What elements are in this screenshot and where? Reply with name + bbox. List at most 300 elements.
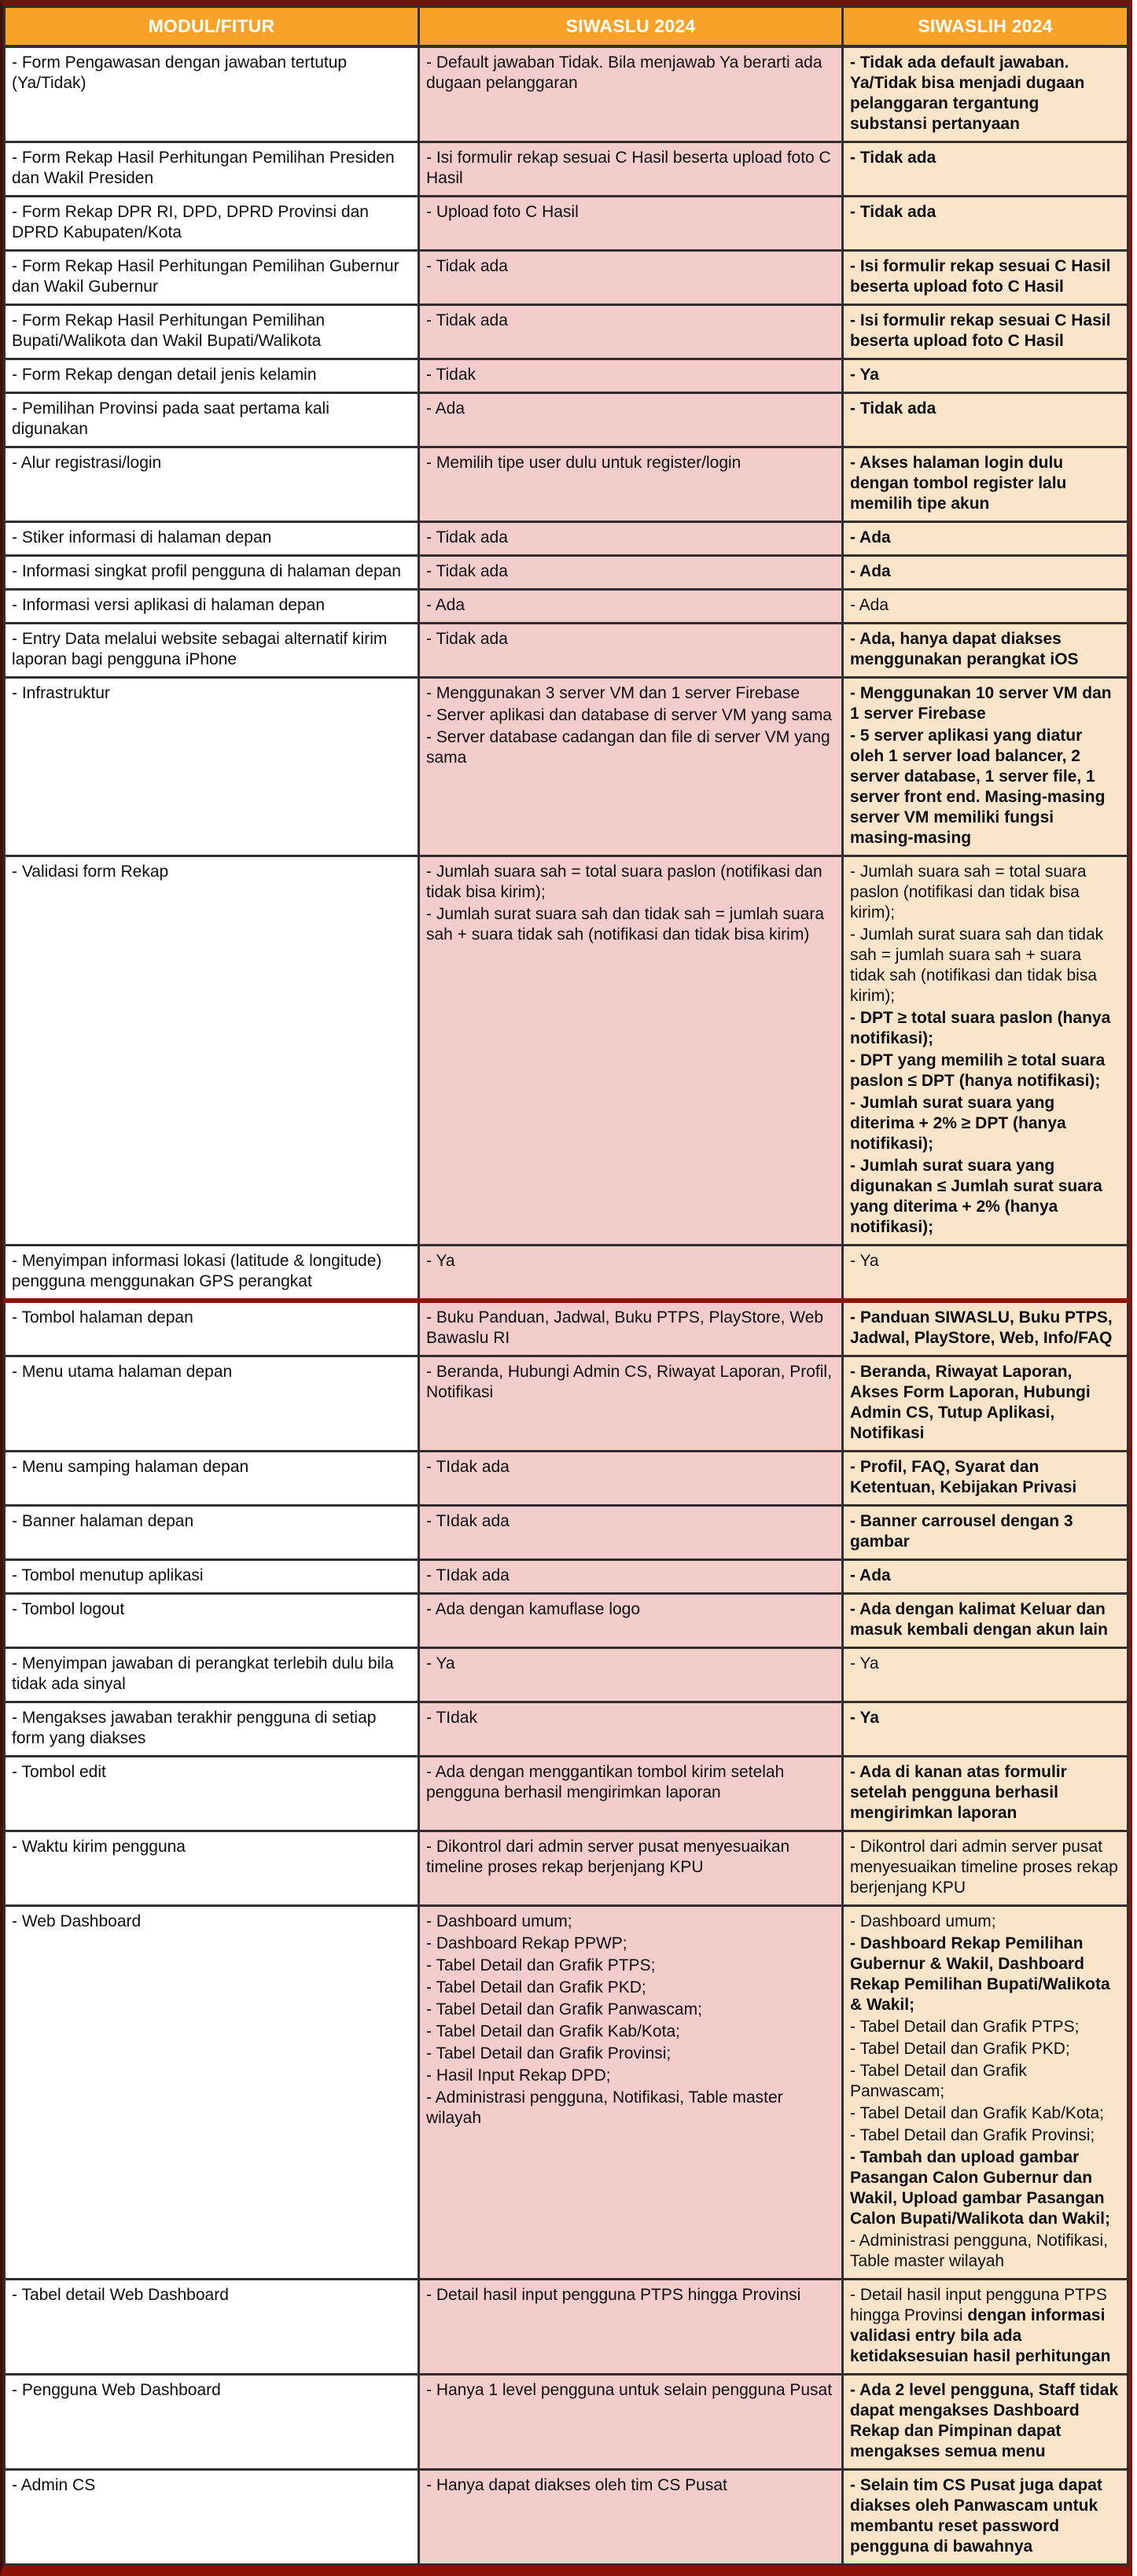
- cell-modul: [5, 251, 419, 305]
- cell-text: - Dashboard umum;: [426, 1912, 572, 1930]
- cell-paragraph: [426, 1934, 833, 1954]
- cell-paragraph: [850, 862, 1119, 923]
- cell-paragraph: [12, 1708, 410, 1749]
- cell-siwaslu: [419, 856, 843, 1246]
- cell-paragraph: [426, 528, 833, 548]
- cell-text: - Jumlah suara sah = total suara paslon (notifikasi dan tidak bisa kirim);: [850, 863, 1087, 922]
- cell-siwaslih: [843, 1648, 1128, 1702]
- cell-modul: [5, 197, 419, 251]
- cell-text: - Ada: [850, 528, 891, 546]
- cell-paragraph: [850, 453, 1119, 514]
- cell-paragraph: [12, 399, 410, 440]
- cell-paragraph: [850, 365, 1119, 385]
- cell-text: - Menyimpan informasi lokasi (latitude & longitude) pengguna menggunakan GPS perangkat: [12, 1252, 382, 1290]
- cell-paragraph: [426, 862, 833, 903]
- cell-text: - Isi formulir rekap sesuai C Hasil beserta upload foto C Hasil: [850, 311, 1111, 350]
- cell-paragraph: [12, 1762, 410, 1783]
- cell-modul: [5, 1356, 419, 1452]
- table-row: [5, 678, 1128, 856]
- cell-siwaslu: [419, 556, 843, 590]
- cell-text: - Ada, hanya dapat diakses menggunakan perangkat iOS: [850, 630, 1079, 668]
- cell-siwaslu: [419, 1831, 843, 1906]
- cell-text: - Banner carrousel dengan 3 gambar: [850, 1512, 1073, 1551]
- cell-text: - Tabel Detail dan Grafik PKD;: [850, 2040, 1070, 2058]
- cell-paragraph: [426, 453, 833, 473]
- cell-siwaslih: [843, 1452, 1128, 1506]
- cell-paragraph: [850, 1156, 1119, 1238]
- cell-paragraph: [850, 1762, 1119, 1823]
- table-row: [5, 522, 1128, 556]
- cell-text: - Jumlah surat suara sah dan tidak sah = jumlah suara sah + suara tidak sah (notifikasi dan tidak bisa kirim): [426, 905, 825, 944]
- cell-siwaslu: [419, 2280, 843, 2375]
- cell-text: - Profil, FAQ, Syarat dan Ketentuan, Kebijakan Privasi: [850, 1458, 1077, 1496]
- cell-siwaslu: [419, 1560, 843, 1594]
- table-row: [5, 2280, 1128, 2375]
- cell-modul: [5, 678, 419, 856]
- cell-siwaslu: [419, 359, 843, 393]
- cell-siwaslih: [843, 1757, 1128, 1831]
- cell-paragraph: [850, 2380, 1119, 2462]
- cell-modul: [5, 1452, 419, 1506]
- cell-paragraph: [426, 1566, 833, 1586]
- cell-modul: [5, 359, 419, 393]
- cell-modul: [5, 1906, 419, 2280]
- cell-text: - Ya: [850, 1654, 879, 1673]
- cell-paragraph: [12, 528, 410, 548]
- cell-paragraph: [426, 202, 833, 223]
- cell-siwaslih: [843, 197, 1128, 251]
- cell-paragraph: [426, 595, 833, 616]
- cell-text: - Isi formulir rekap sesuai C Hasil beserta upload foto C Hasil: [850, 257, 1111, 296]
- cell-text: - Mengakses jawaban terakhir pengguna di setiap form yang diakses: [12, 1709, 377, 1747]
- table-row: [5, 2470, 1128, 2565]
- cell-text: - Tombol menutup aplikasi: [12, 1566, 204, 1584]
- cell-paragraph: [12, 2475, 410, 2496]
- table-row: [5, 1452, 1128, 1506]
- cell-siwaslu: [419, 251, 843, 305]
- cell-paragraph: [426, 1251, 833, 1271]
- cell-text: - Tidak ada: [850, 399, 936, 418]
- column-header-siwaslu-2024: SIWASLU 2024: [419, 7, 843, 47]
- cell-paragraph: [12, 202, 410, 243]
- cell-paragraph: [426, 1708, 833, 1728]
- cell-paragraph: [426, 629, 833, 650]
- cell-siwaslih: [843, 359, 1128, 393]
- cell-text: - Tabel Detail dan Grafik Panwascam;: [426, 2000, 702, 2018]
- cell-text: - Tidak ada: [426, 528, 508, 546]
- cell-modul: [5, 1757, 419, 1831]
- cell-siwaslih: [843, 46, 1128, 142]
- cell-text: - Tabel Detail dan Grafik Provinsi;: [426, 2044, 672, 2063]
- cell-paragraph: [12, 1362, 410, 1382]
- table-row: [5, 1648, 1128, 1702]
- cell-paragraph: [12, 595, 410, 616]
- cell-paragraph: [426, 365, 833, 385]
- cell-text: - Menu samping halaman depan: [12, 1458, 249, 1476]
- cell-text: - Dashboard umum;: [850, 1912, 996, 1930]
- cell-paragraph: [850, 1912, 1119, 1932]
- cell-text: - Tambah dan upload gambar Pasangan Calon Gubernur dan Wakil, Upload gambar Pasangan Calon Bupati/Walikota dan Wakil;: [850, 2148, 1110, 2228]
- cell-text: - Menu utama halaman depan: [12, 1363, 233, 1381]
- column-header-modul-fitur: MODUL/FITUR: [5, 7, 419, 47]
- cell-siwaslu: [419, 393, 843, 447]
- cell-text: - Hasil Input Rekap DPD;: [426, 2066, 611, 2085]
- cell-paragraph: [12, 1837, 410, 1857]
- cell-text: - Informasi singkat profil pengguna di halaman depan: [12, 562, 401, 580]
- table-row: [5, 624, 1128, 678]
- cell-text: - Ada: [426, 399, 465, 418]
- cell-paragraph: [426, 1978, 833, 1998]
- cell-text: - Infrastruktur: [12, 684, 110, 702]
- cell-paragraph: [426, 2000, 833, 2020]
- cell-paragraph: [850, 1051, 1119, 1091]
- cell-paragraph: [850, 595, 1119, 616]
- cell-text: - Administrasi pengguna, Notifikasi, Table master wilayah: [850, 2232, 1108, 2270]
- cell-text: - Tidak: [426, 366, 477, 384]
- cell-text: - Tombol edit: [12, 1763, 106, 1781]
- cell-paragraph: [12, 1599, 410, 1620]
- cell-paragraph: [850, 1308, 1119, 1349]
- cell-siwaslu: [419, 1506, 843, 1560]
- cell-paragraph: [426, 1956, 833, 1976]
- cell-paragraph: [12, 1566, 410, 1586]
- cell-text: - TIdak ada: [426, 1512, 510, 1530]
- cell-text: - Ada: [426, 596, 465, 614]
- cell-siwaslu: [419, 624, 843, 678]
- cell-text: - TIdak ada: [426, 1566, 510, 1584]
- cell-paragraph: [850, 2017, 1119, 2037]
- cell-text: - Banner halaman depan: [12, 1512, 194, 1530]
- cell-modul: [5, 1506, 419, 1560]
- cell-text: - Menggunakan 3 server VM dan 1 server Firebase: [426, 684, 800, 702]
- cell-modul: [5, 305, 419, 359]
- cell-paragraph: [426, 399, 833, 419]
- cell-paragraph: [426, 1912, 833, 1932]
- table-row: [5, 590, 1128, 624]
- cell-text: - Default jawaban Tidak. Bila menjawab Ya berarti ada dugaan pelanggaran: [426, 53, 822, 92]
- cell-paragraph: [426, 2044, 833, 2064]
- cell-text: - Isi formulir rekap sesuai C Hasil beserta upload foto C Hasil: [426, 149, 831, 187]
- cell-text: - Tidak ada: [850, 203, 936, 221]
- cell-modul: [5, 2470, 419, 2565]
- cell-siwaslih: [843, 2470, 1128, 2565]
- cell-siwaslih: [843, 1301, 1128, 1356]
- cell-text: - 5 server aplikasi yang diatur oleh 1 server load balancer, 2 server database, 1 server file, 1 server front end. Masing-masing server VM memiliki fungsi masing-masing: [850, 727, 1106, 847]
- cell-paragraph: [850, 2475, 1119, 2557]
- table-header: [5, 7, 1128, 47]
- cell-text: - Form Rekap Hasil Perhitungan Pemilihan Bupati/Walikota dan Wakil Bupati/Walikota: [12, 311, 326, 350]
- cell-text: - Pengguna Web Dashboard: [12, 2381, 221, 2399]
- cell-paragraph: [850, 1008, 1119, 1049]
- cell-text: - Detail hasil input pengguna PTPS hingga Provinsi: [426, 2286, 801, 2304]
- cell-paragraph: [850, 2125, 1119, 2146]
- cell-text: - Dashboard Rekap PPWP;: [426, 1934, 627, 1952]
- cell-text: - Waktu kirim pengguna: [12, 1838, 186, 1856]
- cell-paragraph: [426, 1762, 833, 1803]
- cell-text: - DPT yang memilih ≥ total suara paslon ≤ DPT (hanya notifikasi);: [850, 1051, 1106, 1090]
- cell-modul: [5, 1594, 419, 1648]
- cell-text: - Tabel Detail dan Grafik PTPS;: [426, 1956, 656, 1974]
- cell-text: - Tombol halaman depan: [12, 1308, 193, 1327]
- cell-paragraph: [12, 1912, 410, 1932]
- cell-text: - Administrasi pengguna, Notifikasi, Table master wilayah: [426, 2088, 783, 2127]
- cell-text: - Tabel Detail dan Grafik PTPS;: [850, 2018, 1080, 2036]
- cell-paragraph: [12, 2380, 410, 2401]
- cell-text: - Tidak ada: [426, 311, 508, 329]
- cell-paragraph: [426, 2022, 833, 2042]
- cell-paragraph: [850, 53, 1119, 134]
- cell-text: - Stiker informasi di halaman depan: [12, 528, 272, 546]
- cell-text: - Upload foto C Hasil: [426, 203, 579, 221]
- cell-siwaslu: [419, 590, 843, 624]
- cell-modul: [5, 624, 419, 678]
- cell-paragraph: [850, 1934, 1119, 2015]
- cell-siwaslih: [843, 556, 1128, 590]
- cell-paragraph: [850, 925, 1119, 1006]
- cell-paragraph: [850, 202, 1119, 223]
- cell-paragraph: [850, 1093, 1119, 1154]
- cell-siwaslu: [419, 142, 843, 197]
- cell-paragraph: [12, 1308, 410, 1328]
- cell-siwaslu: [419, 1301, 843, 1356]
- table-body: [5, 46, 1128, 2565]
- cell-modul: [5, 590, 419, 624]
- cell-siwaslih: [843, 1594, 1128, 1648]
- cell-text: - Admin CS: [12, 2476, 96, 2494]
- cell-text: - Hanya dapat diakses oleh tim CS Pusat: [426, 2476, 727, 2494]
- table-row: [5, 393, 1128, 447]
- cell-text: - Tabel Detail dan Grafik Panwascam;: [850, 2062, 1027, 2100]
- table-row: [5, 1594, 1128, 1648]
- cell-text: - Buku Panduan, Jadwal, Buku PTPS, PlayStore, Web Bawaslu RI: [426, 1308, 824, 1347]
- cell-modul: [5, 522, 419, 556]
- cell-text: - Form Pengawasan dengan jawaban tertutup (Ya/Tidak): [12, 53, 348, 92]
- cell-paragraph: [850, 683, 1119, 724]
- cell-paragraph: [12, 1251, 410, 1292]
- cell-text: - Tabel Detail dan Grafik Provinsi;: [850, 2126, 1095, 2144]
- cell-paragraph: [850, 2039, 1119, 2059]
- cell-paragraph: [850, 1457, 1119, 1498]
- cell-paragraph: [426, 2475, 833, 2496]
- cell-text: - Jumlah surat suara yang diterima + 2% ≥ DPT (hanya notifikasi);: [850, 1094, 1066, 1153]
- cell-siwaslih: [843, 2280, 1128, 2375]
- cell-text: - Tabel detail Web Dashboard: [12, 2286, 229, 2304]
- cell-text: - Ada dengan kalimat Keluar dan masuk kembali dengan akun lain: [850, 1600, 1108, 1639]
- cell-paragraph: [426, 311, 833, 331]
- cell-paragraph: [850, 399, 1119, 419]
- table-row: [5, 1757, 1128, 1831]
- cell-paragraph: [426, 2088, 833, 2129]
- table-row: [5, 1301, 1128, 1356]
- cell-text: - Form Rekap dengan detail jenis kelamin: [12, 366, 317, 384]
- cell-text: - Server database cadangan dan file di server VM yang sama: [426, 728, 830, 767]
- cell-paragraph: [426, 1511, 833, 1532]
- cell-paragraph: [426, 561, 833, 582]
- cell-text: - Form Rekap Hasil Perhitungan Pemilihan Presiden dan Wakil Presiden: [12, 149, 395, 187]
- cell-text: - Tombol logout: [12, 1600, 125, 1618]
- cell-paragraph: [426, 53, 833, 94]
- cell-modul: [5, 856, 419, 1246]
- cell-siwaslih: [843, 522, 1128, 556]
- cell-paragraph: [426, 2380, 833, 2401]
- cell-paragraph: [426, 904, 833, 945]
- cell-siwaslu: [419, 678, 843, 856]
- cell-text: - Ya: [850, 1709, 879, 1727]
- cell-text: - Entry Data melalui website sebagai alternatif kirim laporan bagi pengguna iPhone: [12, 630, 388, 668]
- cell-paragraph: [850, 1251, 1119, 1271]
- cell-text: - Ada dengan menggantikan tombol kirim setelah pengguna berhasil mengirimkan laporan: [426, 1763, 785, 1801]
- cell-siwaslih: [843, 1831, 1128, 1906]
- cell-siwaslu: [419, 1648, 843, 1702]
- table-row: [5, 46, 1128, 142]
- cell-paragraph: [426, 705, 833, 726]
- cell-paragraph: [12, 629, 410, 670]
- cell-text: - Ada di kanan atas formulir setelah pengguna berhasil mengirimkan laporan: [850, 1763, 1067, 1822]
- cell-modul: [5, 2375, 419, 2470]
- cell-paragraph: [850, 1837, 1119, 1898]
- cell-siwaslu: [419, 46, 843, 142]
- cell-text: - Ada: [850, 1566, 891, 1584]
- cell-paragraph: [12, 148, 410, 189]
- cell-paragraph: [426, 1837, 833, 1878]
- table-row: [5, 305, 1128, 359]
- cell-paragraph: [426, 1457, 833, 1478]
- cell-paragraph: [12, 862, 410, 882]
- cell-text: - Tabel Detail dan Grafik PKD;: [426, 1978, 646, 1996]
- cell-siwaslih: [843, 1560, 1128, 1594]
- table-row: [5, 1906, 1128, 2280]
- cell-modul: [5, 1301, 419, 1356]
- table-row: [5, 251, 1128, 305]
- cell-text: - Ada 2 level pengguna, Staff tidak dapat mengakses Dashboard Rekap dan Pimpinan dapat mengakses semua menu: [850, 2381, 1119, 2460]
- cell-paragraph: [12, 561, 410, 582]
- cell-siwaslu: [419, 1356, 843, 1452]
- cell-text: - Ada: [850, 562, 891, 580]
- cell-text: - Tabel Detail dan Grafik Kab/Kota;: [850, 2104, 1104, 2122]
- cell-paragraph: [12, 1511, 410, 1532]
- cell-modul: [5, 46, 419, 142]
- cell-paragraph: [850, 1708, 1119, 1728]
- cell-paragraph: [426, 256, 833, 277]
- cell-text: - Tabel Detail dan Grafik Kab/Kota;: [426, 2022, 680, 2041]
- cell-siwaslu: [419, 522, 843, 556]
- table-row: [5, 1831, 1128, 1906]
- cell-text: - Tidak ada: [426, 630, 508, 648]
- table-row: [5, 1560, 1128, 1594]
- cell-text: - Server aplikasi dan database di server VM yang sama: [426, 706, 832, 724]
- cell-paragraph: [12, 53, 410, 94]
- cell-siwaslih: [843, 1702, 1128, 1757]
- cell-text: - Tidak ada: [850, 149, 936, 167]
- comparison-table: [3, 6, 1129, 2566]
- cell-text: - Panduan SIWASLU, Buku PTPS, Jadwal, PlayStore, Web, Info/FAQ: [850, 1308, 1113, 1347]
- cell-siwaslih: [843, 678, 1128, 856]
- cell-modul: [5, 2280, 419, 2375]
- cell-siwaslu: [419, 1757, 843, 1831]
- cell-siwaslih: [843, 1906, 1128, 2280]
- cell-siwaslu: [419, 2470, 843, 2565]
- cell-text: - Pemilihan Provinsi pada saat pertama kali digunakan: [12, 399, 329, 438]
- cell-siwaslih: [843, 305, 1128, 359]
- cell-paragraph: [850, 528, 1119, 548]
- cell-siwaslu: [419, 1594, 843, 1648]
- cell-text: - Jumlah suara sah = total suara paslon (notifikasi dan tidak bisa kirim);: [426, 863, 822, 901]
- cell-text: - Informasi versi aplikasi di halaman depan: [12, 596, 326, 614]
- cell-siwaslih: [843, 1506, 1128, 1560]
- cell-paragraph: [850, 256, 1119, 297]
- cell-siwaslih: [843, 856, 1128, 1246]
- cell-paragraph: [850, 726, 1119, 848]
- cell-paragraph: [850, 2103, 1119, 2124]
- cell-text: - Form Rekap DPR RI, DPD, DPRD Provinsi dan DPRD Kabupaten/Kota: [12, 203, 369, 241]
- cell-siwaslu: [419, 305, 843, 359]
- table-row: [5, 2375, 1128, 2470]
- cell-paragraph: [12, 2285, 410, 2306]
- cell-siwaslu: [419, 1702, 843, 1757]
- cell-text: - Akses halaman login dulu dengan tombol register lalu memilih tipe akun: [850, 454, 1067, 513]
- table-row: [5, 556, 1128, 590]
- cell-text: - Tidak ada: [426, 562, 508, 580]
- cell-paragraph: [12, 311, 410, 351]
- cell-modul: [5, 447, 419, 522]
- cell-paragraph: [850, 1566, 1119, 1586]
- cell-text: dengan informasi validasi entry bila ada ketidaksesuian hasil perhitungan: [850, 2306, 1111, 2365]
- cell-paragraph: [12, 453, 410, 473]
- table-row: [5, 447, 1128, 522]
- cell-paragraph: [850, 1654, 1119, 1674]
- cell-text: - Ya: [426, 1252, 455, 1270]
- cell-text: - Validasi form Rekap: [12, 863, 169, 881]
- cell-modul: [5, 1560, 419, 1594]
- cell-paragraph: [850, 2231, 1119, 2272]
- cell-paragraph: [426, 1599, 833, 1620]
- cell-text: - Memilih tipe user dulu untuk register/login: [426, 454, 741, 472]
- cell-text: - Ya: [850, 366, 879, 384]
- cell-modul: [5, 1702, 419, 1757]
- cell-paragraph: [850, 629, 1119, 670]
- cell-modul: [5, 556, 419, 590]
- cell-paragraph: [850, 561, 1119, 582]
- cell-text: - Jumlah surat suara yang digunakan ≤ Jumlah surat suara yang diterima + 2% (hanya notifikasi);: [850, 1157, 1102, 1236]
- cell-text: - Selain tim CS Pusat juga dapat diakses oleh Panwascam untuk membantu reset password pengguna di bawahnya: [850, 2476, 1102, 2556]
- cell-siwaslih: [843, 1246, 1128, 1301]
- table-row: [5, 1246, 1128, 1301]
- cell-text: - Beranda, Hubungi Admin CS, Riwayat Laporan, Profil, Notifikasi: [426, 1363, 832, 1401]
- cell-modul: [5, 142, 419, 197]
- cell-paragraph: [850, 2285, 1119, 2367]
- cell-modul: [5, 1831, 419, 1906]
- cell-text: - Dikontrol dari admin server pusat menyesuaikan timeline proses rekap berjenjang KPU: [426, 1838, 790, 1876]
- cell-text: - TIdak ada: [426, 1458, 510, 1476]
- cell-paragraph: [426, 148, 833, 189]
- cell-siwaslu: [419, 1246, 843, 1301]
- cell-siwaslu: [419, 2375, 843, 2470]
- cell-paragraph: [850, 1511, 1119, 1552]
- cell-text: - Detail hasil input pengguna PTPS hingga Provinsi: [850, 2286, 1107, 2324]
- cell-text: - Menggunakan 10 server VM dan 1 server Firebase: [850, 684, 1112, 723]
- cell-modul: [5, 1648, 419, 1702]
- cell-text: - Tidak ada default jawaban. Ya/Tidak bisa menjadi dugaan pelanggaran tergantung substansi pertanyaan: [850, 53, 1085, 133]
- cell-siwaslih: [843, 447, 1128, 522]
- cell-text: - Dikontrol dari admin server pusat menyesuaikan timeline proses rekap berjenjang KPU: [850, 1838, 1118, 1897]
- cell-text: - Menyimpan jawaban di perangkat terlebih dulu bila tidak ada sinyal: [12, 1654, 394, 1693]
- cell-paragraph: [850, 1362, 1119, 1444]
- cell-paragraph: [12, 365, 410, 385]
- cell-paragraph: [426, 1362, 833, 1403]
- cell-text: - Alur registrasi/login: [12, 454, 162, 472]
- cell-text: - Ada: [850, 596, 889, 614]
- cell-paragraph: [12, 683, 410, 704]
